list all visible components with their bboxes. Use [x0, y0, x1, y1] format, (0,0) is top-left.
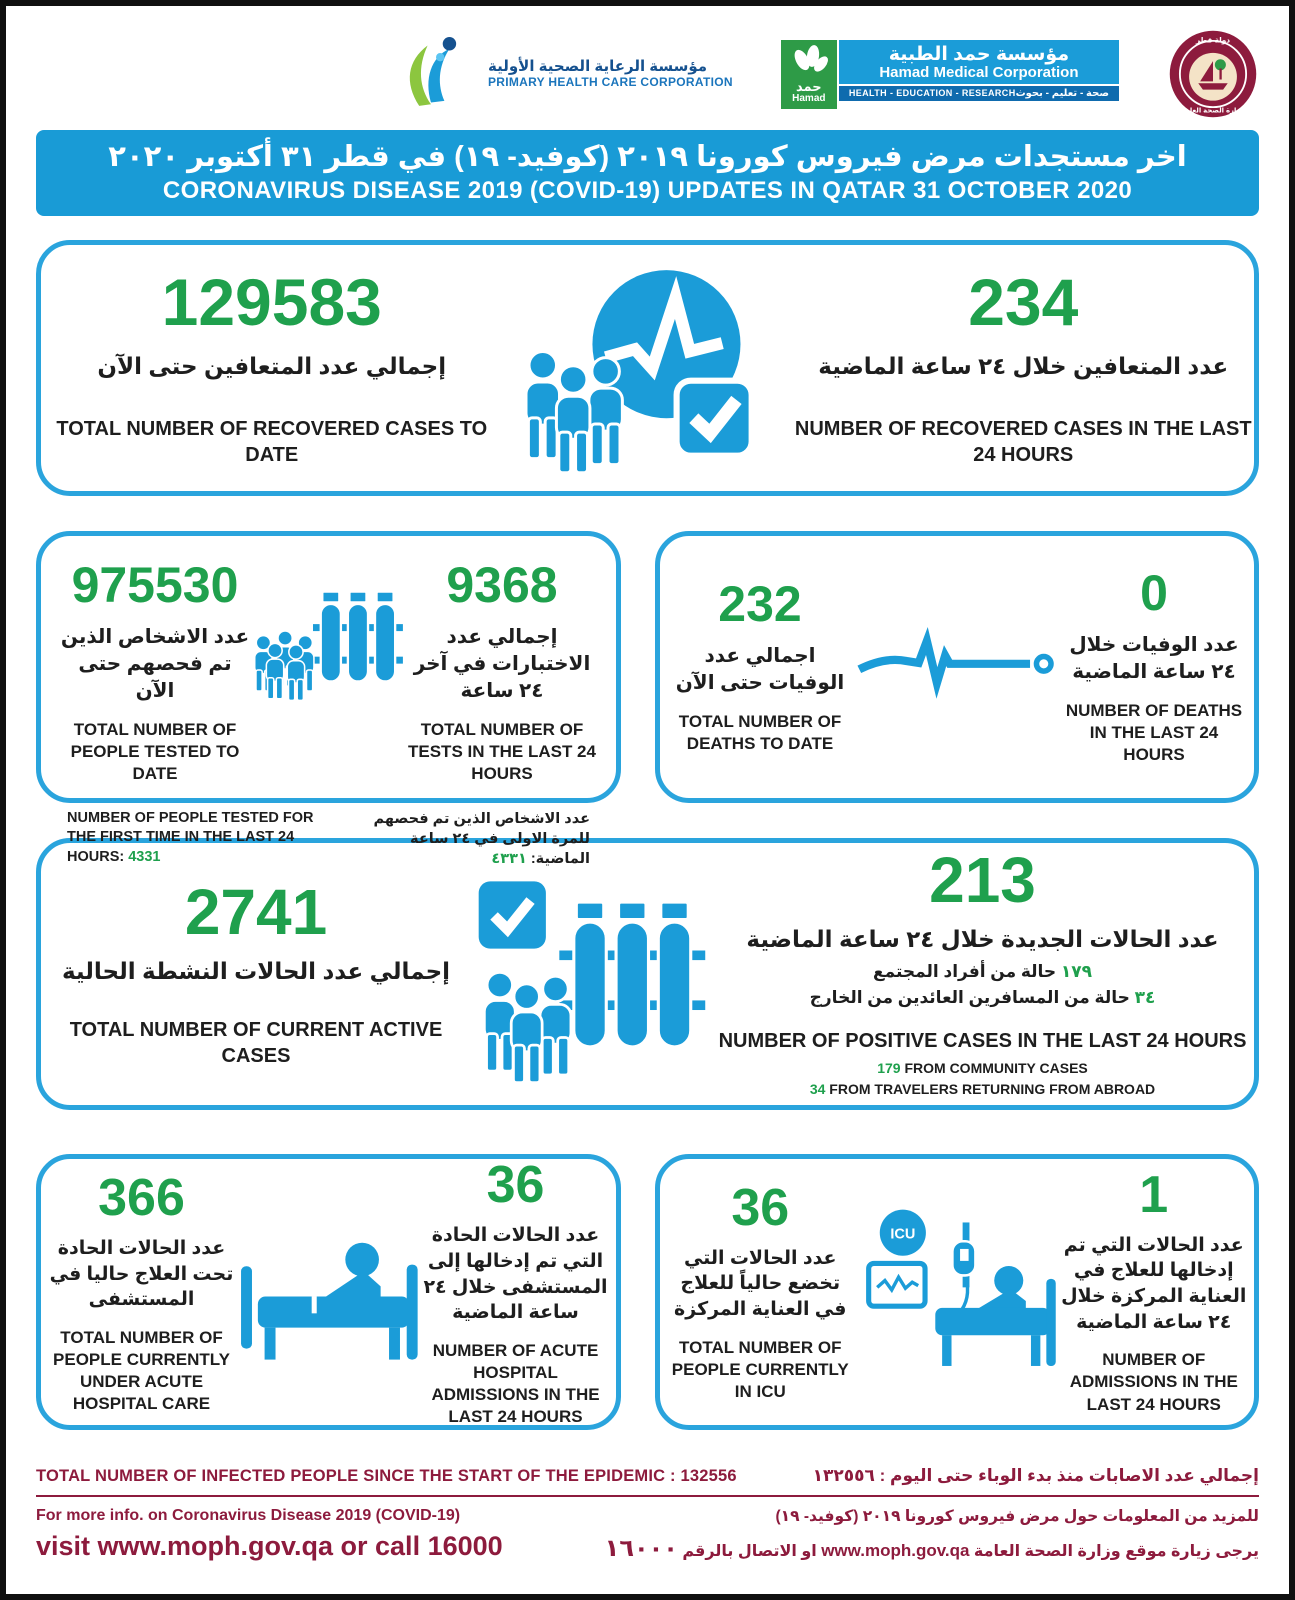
tested-total-value: 975530: [71, 557, 239, 614]
moph-top-ar: دولة قطر: [1195, 35, 1231, 45]
tested-last24-value: 9368: [446, 557, 558, 614]
footer-info-ar-line2-mid: او الاتصال بالرقم: [677, 1543, 822, 1561]
tested-first-time-en: [67, 809, 335, 870]
hmc-leaf-icon: [789, 44, 829, 80]
title-bar: [36, 130, 1259, 216]
positive-sub-en-1-num: 179: [877, 1060, 901, 1077]
hmc-badge-ar: حمد: [796, 78, 822, 94]
tested-total: [59, 557, 251, 785]
deaths-last24-label-en: NUMBER OF DEATHS IN THE LAST 24 HOURS: [1065, 701, 1243, 765]
positive-sub-en-2-text: FROM TRAVELERS RETURNING FROM ABROAD: [825, 1081, 1156, 1098]
positive-sub-ar-2-text: حالة من المسافرين العائدين من الخارج: [809, 987, 1135, 1007]
footer-total-infected-en: TOTAL NUMBER OF INFECTED PEOPLE SINCE THE START OF THE EPIDEMIC : 132556: [36, 1467, 737, 1486]
hospital-bed-icon: [236, 1219, 421, 1369]
positive-sub-ar-2-num: ٣٤: [1134, 987, 1156, 1007]
footer-info-en-line1: For more info. on Coronavirus Disease 2019 (COVID-19): [36, 1507, 461, 1525]
card-recovered: [36, 240, 1259, 496]
hmc-tagline-en: HEALTH - EDUCATION - RESEARCH: [848, 88, 1016, 99]
phcc-name-ar: مؤسسة الرعاية الصحية الأولية: [487, 58, 708, 76]
footer-info-ar-line2-num: ١٦٠٠٠: [604, 1535, 678, 1563]
moph-emblem-icon: [1167, 28, 1259, 120]
active-total: [41, 875, 471, 1069]
tested-first-time-en-value: 4331: [128, 848, 161, 865]
hmc-badge-en: Hamad: [792, 92, 826, 104]
tested-last24: [406, 557, 598, 785]
deaths-total-label-ar: اجمالي عدد الوفيات حتى الآن: [675, 645, 845, 695]
recovered-total: [41, 264, 503, 468]
positive-sub-ar-1-num: ١٧٩: [1060, 962, 1093, 982]
deaths-flatline-icon: [852, 621, 1062, 713]
footer-info-ar-line2-pre: يرجى زيارة موقع وزارة الصحة العامة: [969, 1543, 1259, 1561]
recovered-last24-value: 234: [968, 264, 1079, 339]
phcc-text: [488, 58, 733, 89]
phcc-mark-icon: [394, 32, 478, 116]
footer-info-row: [36, 1507, 1259, 1563]
icu-total: [666, 1178, 855, 1403]
card-icu: [655, 1154, 1259, 1430]
footer-total-infected-ar: إجمالي عدد الاصابات منذ بدء الوباء حتى اليوم : ١٣٢٥٥٦: [812, 1466, 1259, 1486]
icu-last24-value: 1: [1139, 1165, 1169, 1224]
tested-icon: [251, 560, 406, 720]
hmc-strip: [839, 86, 1119, 101]
positive-last24-value: 213: [929, 844, 1036, 917]
positive-last24: [711, 844, 1254, 1100]
icu-last24-label-en: NUMBER OF ADMISSIONS IN THE LAST 24 HOURS: [1069, 1350, 1238, 1414]
icu-last24: [1060, 1165, 1249, 1416]
hmc-name-en: Hamad Medical Corporation: [879, 64, 1079, 82]
card-deaths: [655, 531, 1259, 803]
recovered-total-value: 129583: [161, 264, 382, 339]
tested-total-label-ar: عدد الاشخاص الذين تم فحصهم حتى الآن: [60, 626, 250, 703]
hospital-last24-label-en: NUMBER OF ACUTE HOSPITAL ADMISSIONS IN THE LAST 24 HOURS: [431, 1340, 600, 1427]
positive-sub-en-1-text: FROM COMMUNITY CASES: [900, 1060, 1088, 1077]
recovered-last24: [793, 264, 1255, 468]
active-total-label-ar: إجمالي عدد الحالات النشطة الحالية: [61, 957, 451, 984]
tested-last24-label-en: TOTAL NUMBER OF TESTS IN THE LAST 24 HOURS: [408, 720, 596, 784]
hospital-total-label-ar: عدد الحالات الحادة تحت العلاج حاليا في المستشفى: [49, 1238, 234, 1311]
footer-totals-row: [36, 1466, 1259, 1486]
hmc-tagline-ar: صحة - تعليم - بحوث: [1015, 87, 1109, 99]
tested-first-time-ar-text: عدد الاشخاص الذين تم فحصهم للمرة الاولى في ٢٤ ساعة الماضية:: [373, 810, 590, 868]
recovered-total-label-ar: إجمالي عدد المتعافين حتى الآن: [97, 352, 447, 379]
footer-divider: [36, 1495, 1259, 1497]
icu-bed-icon: [855, 1205, 1060, 1380]
deaths-total-label-en: TOTAL NUMBER OF DEATHS TO DATE: [678, 712, 842, 754]
active-cases-icon: [471, 867, 711, 1082]
hospital-total-value: 366: [98, 1169, 185, 1228]
footer-info-ar: [605, 1507, 1259, 1563]
footer-info-en: [36, 1507, 503, 1562]
hospital-last24: [421, 1156, 610, 1428]
footer-info-en-line2: visit www.moph.gov.qa or call 16000: [36, 1531, 503, 1562]
tested-top: [45, 552, 612, 785]
deaths-last24: [1062, 565, 1246, 766]
icu-total-label-en: TOTAL NUMBER OF PEOPLE CURRENTLY IN ICU: [671, 1337, 849, 1401]
phcc-logo: [394, 32, 733, 116]
card-positive: [36, 838, 1259, 1110]
positive-sub-en-2: [711, 1079, 1254, 1100]
positive-sub-en-1: [711, 1058, 1254, 1079]
positive-sub-ar-2: [711, 985, 1254, 1011]
logos-row: [36, 6, 1259, 126]
deaths-total-value: 232: [718, 576, 802, 633]
hmc-logo: [781, 40, 1119, 109]
title-ar: اخر مستجدات مرض فيروس كورونا ٢٠١٩ (كوفيد- ١٩) في قطر ٣١ أكتوبر ٢٠٢٠: [108, 141, 1187, 173]
footer: [36, 1466, 1259, 1563]
card-hospital: [36, 1154, 621, 1430]
icu-total-label-ar: عدد الحالات التي تخضع حالياً للعلاج في العناية المركزة: [674, 1247, 847, 1320]
footer-info-ar-line1: للمزيد من المعلومات حول مرض فيروس كورونا ٢٠١٩ (كوفيد- ١٩): [775, 1508, 1259, 1526]
tested-first-time: [45, 800, 612, 870]
positive-sub-en-2-num: 34: [809, 1081, 826, 1098]
moph-bottom-ar: وزارة الصحة العامة: [1181, 107, 1245, 115]
recovered-icon: [503, 259, 763, 477]
hospital-total: [47, 1169, 236, 1415]
footer-info-ar-line2: [605, 1534, 1259, 1563]
tested-total-label-en: TOTAL NUMBER OF PEOPLE TESTED TO DATE: [70, 720, 240, 784]
icu-last24-label-ar: عدد الحالات التي تم إدخالها للعلاج في العناية المركزة خلال ٢٤ ساعة الماضية: [1061, 1234, 1247, 1333]
row-hospital-icu: [36, 1154, 1259, 1430]
active-total-value: 2741: [184, 875, 328, 948]
positive-sub-ar-1-text: حالة من أفراد المجتمع: [872, 962, 1061, 982]
hmc-main: [839, 40, 1119, 84]
positive-sub-ar-1: [711, 959, 1254, 985]
tested-first-time-en-text: NUMBER OF PEOPLE TESTED FOR THE FIRST TIME IN THE LAST 24 HOURS:: [67, 809, 314, 865]
footer-info-ar-line2-url: www.moph.gov.qa: [821, 1541, 970, 1561]
icu-badge-label: ICU: [889, 1226, 915, 1243]
hmc-leaf-box: [781, 40, 837, 109]
recovered-last24-label-ar: عدد المتعافين خلال ٢٤ ساعة الماضية: [818, 352, 1229, 379]
active-total-label-en: TOTAL NUMBER OF CURRENT ACTIVE CASES: [69, 1018, 443, 1067]
title-en: CORONAVIRUS DISEASE 2019 (COVID-19) UPDATES IN QATAR 31 OCTOBER 2020: [162, 177, 1133, 205]
positive-last24-label-en: NUMBER OF POSITIVE CASES IN THE LAST 24 HOURS: [718, 1030, 1247, 1053]
row-tests-deaths: [36, 531, 1259, 868]
phcc-name-en: PRIMARY HEALTH CARE CORPORATION: [487, 74, 733, 89]
tested-first-time-ar: [355, 809, 590, 870]
deaths-total: [668, 576, 852, 755]
deaths-last24-value: 0: [1140, 565, 1168, 622]
deaths-last24-label-ar: عدد الوفيات خلال ٢٤ ساعة الماضية: [1069, 634, 1239, 684]
tested-last24-label-ar: إجمالي عدد الاختبارات في آخر ٢٤ ساعة: [413, 626, 591, 703]
tested-first-time-ar-value: ٤٣٣١: [491, 851, 527, 868]
hmc-name-ar: مؤسسة حمد الطبية: [888, 43, 1070, 65]
card-tested: [36, 531, 621, 868]
icu-total-value: 36: [731, 1178, 790, 1237]
hmc-right: [839, 40, 1119, 109]
hospital-last24-label-ar: عدد الحالات الحادة التي تم إدخالها إلى المستشفى خلال ٢٤ ساعة الماضية: [423, 1225, 608, 1324]
hospital-last24-value: 36: [486, 1156, 545, 1215]
positive-last24-label-ar: عدد الحالات الجديدة خلال ٢٤ ساعة الماضية: [746, 926, 1219, 953]
recovered-last24-label-en: NUMBER OF RECOVERED CASES IN THE LAST 24 HOURS: [794, 417, 1252, 466]
hospital-total-label-en: TOTAL NUMBER OF PEOPLE CURRENTLY UNDER ACUTE HOSPITAL CARE: [53, 1327, 230, 1414]
recovered-total-label-en: TOTAL NUMBER OF RECOVERED CASES TO DATE: [56, 417, 488, 466]
